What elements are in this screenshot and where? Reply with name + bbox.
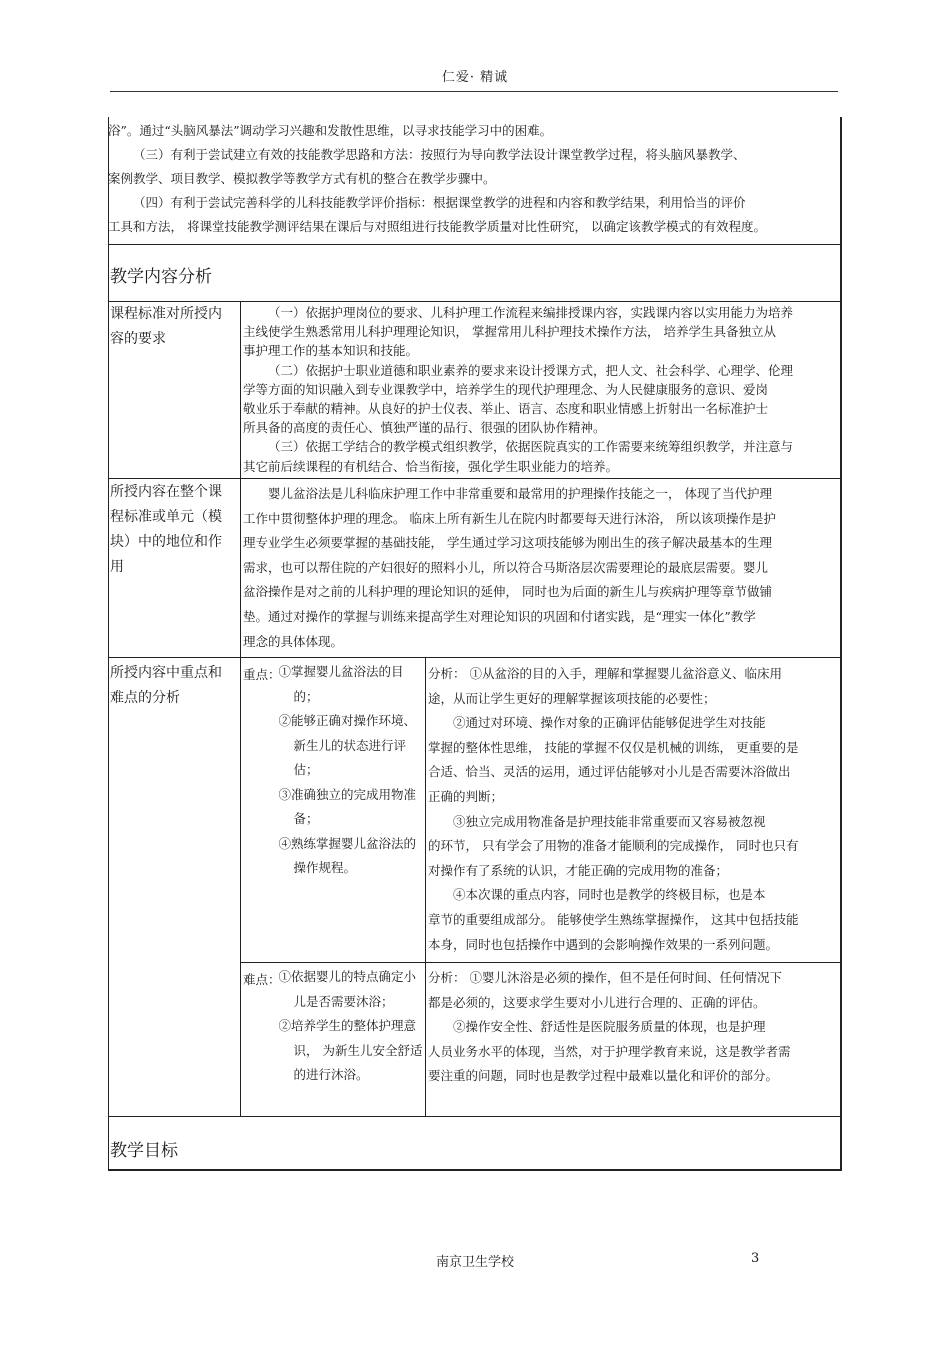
key-points-analysis xyxy=(428,662,838,957)
analysis-line: ②操作安全性、舒适性是医院服务质量的体现，也是护理 xyxy=(453,1019,766,1035)
analysis-line: 章节的重要组成部分。 能够使学生熟练掌握操作， 这其中包括技能 xyxy=(428,911,799,927)
difficult-points-list xyxy=(266,965,424,1088)
text-line: 理专业学生必须要掌握的基础技能， 学生通过学习这项技能够为刚出生的孩子解决最基本的生理 xyxy=(243,535,772,551)
table-column-rule xyxy=(240,301,241,1116)
text-line: 主线使学生熟悉常用儿科护理理论知识， 掌握常用儿科护理技术操作方法， 培养学生具备独立从 xyxy=(243,324,776,340)
analysis-line: 正确的判断； xyxy=(428,788,504,804)
text-line: （三）依据工学结合的教学模式组织教学，依据医院真实的工作需要来统筹组织教学，并注意与 xyxy=(268,439,794,455)
analysis-line: 要注重的问题，同时也是教学过程中最难以量化和评价的部分。 xyxy=(428,1068,779,1084)
text-line: （二）依据护士职业道德和职业素养的要求来设计授课方式，把人文、社会科学、心理学、伦理 xyxy=(268,362,794,378)
intro-line: （四）有利于尝试完善科学的儿科技能教学评价指标：根据课堂教学的进程和内容和教学结果，利用恰当的评价 xyxy=(133,195,746,210)
page-header-title: 仁爱· 精诚 xyxy=(441,70,509,85)
analysis-line: 分析： ①从盆浴的目的入手，理解和掌握婴儿盆浴意义、临床用 xyxy=(428,666,782,681)
section-title-content-analysis: 教学内容分析 xyxy=(110,267,212,287)
text-line: 婴儿盆浴法是儿科临床护理工作中非常重要和最常用的护理操作技能之一， 体现了当代护理 xyxy=(268,486,772,501)
row-content-position-role xyxy=(243,482,839,654)
text-line: 事护理工作的基本知识和技能。 xyxy=(243,343,419,359)
row-label-key-difficult: 所授内容中重点和难点的分析 xyxy=(110,665,222,706)
analysis-line: ④本次课的重点内容，同时也是教学的终极目标，也是本 xyxy=(453,887,766,903)
footer-school-name: 南京卫生学校 xyxy=(435,1255,514,1270)
intro-line: 工具和方法， 将课堂技能教学测评结果在课后与对照组进行技能教学质量对比性研究， 以确定该教学模式的有效程度。 xyxy=(108,219,766,234)
table-rule xyxy=(108,478,842,479)
table-rule xyxy=(108,657,842,658)
row-label-position-role: 所授内容在整个课程标准或单元（模块）中的地位和作用 xyxy=(110,484,222,575)
key-points-title: 重点： xyxy=(243,667,281,682)
difficult-point-item: ②培养学生的整体护理意识， 为新生儿安全舒适的进行沐浴。 xyxy=(278,1018,423,1082)
text-line: （一）依据护理岗位的要求、儿科护理工作流程来编排授课内容，实践课内容以实用能力为培养 xyxy=(268,305,794,320)
text-line: 理念的具体体现。 xyxy=(243,633,344,649)
text-line: 工作中贯彻整体护理的理念。 临床上所有新生儿在院内时都要每天进行沐浴， 所以该项操作是护 xyxy=(243,510,776,526)
key-point-item: ④熟练掌握婴儿盆浴法的操作规程。 xyxy=(278,835,417,875)
analysis-line: 本身，同时也包括操作中遇到的会影响操作效果的一系列问题。 xyxy=(428,936,779,952)
text-line: 盆浴操作是对之前的儿科护理的理论知识的延伸， 同时也为后面的新生儿与疾病护理等章节做铺 xyxy=(243,584,772,600)
analysis-line: 对操作有了系统的认识，才能正确的完成用物的准备； xyxy=(428,862,729,878)
header-divider xyxy=(110,91,838,92)
analysis-line: 合适、恰当、灵活的运用，通过评估能够对小儿是否需要沐浴做出 xyxy=(428,764,791,780)
analysis-line: 都是必须的，这要求学生要对小儿进行合理的、正确的评估。 xyxy=(428,994,766,1010)
analysis-line: ②通过对环境、操作对象的正确评估能够促进学生对技能 xyxy=(453,715,766,731)
row-content-standard-requirements xyxy=(243,303,839,476)
analysis-line: 掌握的整体性思维， 技能的掌握不仅仅是机械的训练， 更重要的是 xyxy=(428,739,799,755)
intro-line: 浴”。通过“头脑风暴法”调动学习兴趣和发散性思维，以寻求技能学习中的困难。 xyxy=(108,123,553,138)
analysis-line: 人员业务水平的体现，当然，对于护理学教育来说，这是教学者需 xyxy=(428,1043,791,1059)
analysis-line: 的环节， 只有学会了用物的准备才能顺利的完成操作， 同时也只有 xyxy=(428,838,799,854)
key-points-list xyxy=(266,660,424,881)
difficult-points-title: 难点： xyxy=(243,972,281,987)
text-line: 需求，也可以帮住院的产妇很好的照料小儿，所以符合马斯洛层次需要理论的最底层需要。婴儿 xyxy=(243,559,769,575)
table-column-rule xyxy=(425,657,426,1116)
text-line: 垫。通过对操作的掌握与训练来提高学生对理论知识的巩固和付诸实践，是“理实一体化”教学 xyxy=(243,608,756,624)
key-point-item: ③准确独立的完成用物准备； xyxy=(278,786,417,826)
table-rule xyxy=(240,962,842,963)
section-title-teaching-goals: 教学目标 xyxy=(110,1141,178,1161)
table-rule xyxy=(108,1116,842,1117)
key-point-item: ②能够正确对操作环境、新生儿的状态进行评估； xyxy=(278,713,417,777)
text-line: 敬业乐于奉献的精神。从良好的护士仪表、举止、语言、态度和职业情感上折射出一名标准护士 xyxy=(243,401,769,417)
intro-line: （三）有利于尝试建立有效的技能教学思路和方法：按照行为导向教学法设计课堂教学过程，将头脑风暴教学、 xyxy=(133,147,746,162)
text-line: 其它前后续课程的有机结合、恰当衔接，强化学生职业能力的培养。 xyxy=(243,458,619,474)
page-number: 3 xyxy=(751,1251,760,1266)
intro-paragraph xyxy=(108,119,836,239)
analysis-line: 途，从而让学生更好的理解掌握该项技能的必要性； xyxy=(428,690,716,706)
row-label-standard-requirements: 课程标准对所授内容的要求 xyxy=(110,306,222,347)
difficult-point-item: ①依据婴儿的特点确定小儿是否需要沐浴； xyxy=(278,969,417,1009)
text-line: 所具备的高度的责任心、慎独严谨的品行、很强的团队协作精神。 xyxy=(243,420,606,436)
analysis-line: 分析： ①婴儿沐浴是必须的操作，但不是任何时间、任何情况下 xyxy=(428,970,782,985)
difficult-points-analysis xyxy=(428,966,838,1089)
key-point-item: ①掌握婴儿盆浴法的目的； xyxy=(278,664,404,704)
intro-line: 案例教学、项目教学、模拟教学等教学方式有机的整合在教学步骤中。 xyxy=(108,171,496,186)
text-line: 学等方面的知识融入到专业课教学中，培养学生的现代护理理念、为人民健康服务的意识、爱岗 xyxy=(243,381,769,397)
analysis-line: ③独立完成用物准备是护理技能非常重要而又容易被忽视 xyxy=(453,813,766,829)
table-rule xyxy=(108,244,842,245)
